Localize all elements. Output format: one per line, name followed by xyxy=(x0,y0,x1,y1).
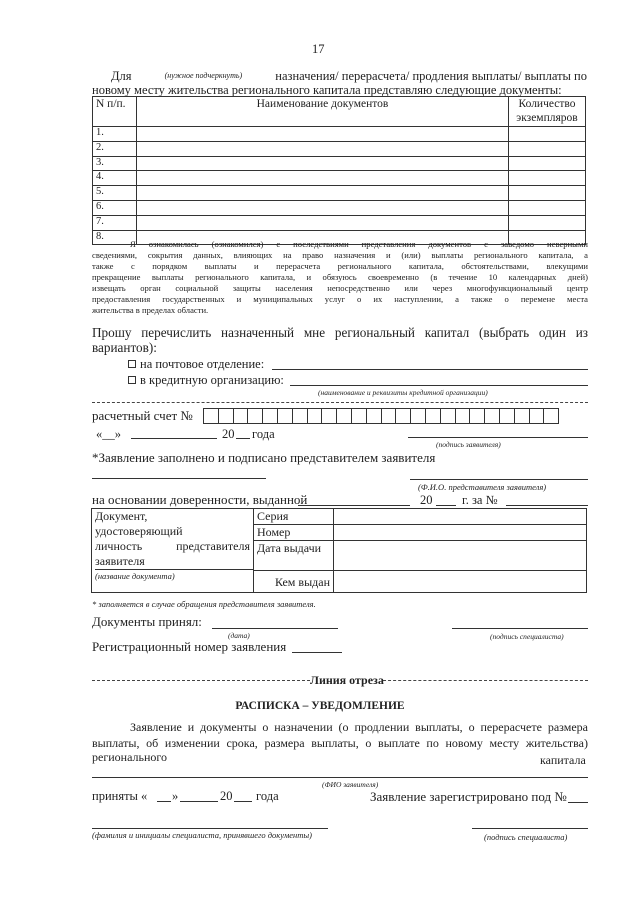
receipt-line-2: выплаты, об изменении срока, размера выплаты, о выплате по новому месту жительства) xyxy=(92,736,588,750)
intro-underline-note: (нужное подчеркнуть) xyxy=(164,71,243,80)
intro-line-1 xyxy=(111,69,587,83)
identity-document-cell xyxy=(92,509,254,593)
date-year: 20 xyxy=(222,427,235,441)
row-quantity-cell[interactable] xyxy=(509,186,586,201)
credit-org-field[interactable] xyxy=(290,385,588,386)
representative-fio-field[interactable] xyxy=(410,479,588,480)
receipt-year-field[interactable] xyxy=(234,801,252,802)
page-number: 17 xyxy=(312,42,325,56)
field-issued-by-value[interactable] xyxy=(334,571,587,593)
table-row xyxy=(93,200,586,215)
field-series-label: Серия xyxy=(254,509,334,525)
row-number: 4. xyxy=(93,171,137,186)
row-number: 2. xyxy=(93,141,137,156)
table-row xyxy=(93,171,586,186)
consent-paragraph xyxy=(92,239,588,316)
accepted-date-field[interactable] xyxy=(212,628,338,629)
row-number: 6. xyxy=(93,200,137,215)
table-row xyxy=(93,186,586,201)
date-month-field[interactable] xyxy=(131,438,217,439)
receipt-specialist-signature-caption: (подпись специалиста) xyxy=(484,832,568,842)
option-post-office[interactable] xyxy=(128,357,264,371)
credit-org-caption: (наименование и реквизиты кредитной организации) xyxy=(318,388,488,397)
field-series-value[interactable] xyxy=(334,509,587,525)
row-document-cell[interactable] xyxy=(137,200,509,215)
row-document-cell[interactable] xyxy=(137,141,509,156)
identity-label-line: Документ, xyxy=(95,509,148,523)
applicant-signature-field[interactable] xyxy=(408,437,588,438)
header-quantity: Количество экземпляров xyxy=(509,97,586,127)
date-year-field[interactable] xyxy=(236,438,250,439)
row-number: 8. xyxy=(93,230,137,245)
receipt-registered-number-field[interactable] xyxy=(568,802,588,803)
receipt-specialist-caption: (фамилия и инициалы специалиста, принявшего документы) xyxy=(92,830,312,840)
cut-line-right xyxy=(383,680,588,681)
field-number-label: Номер xyxy=(254,525,334,541)
intro-purposes: назначения/ перерасчета/ продления выплаты/ выплаты по xyxy=(275,69,587,83)
receipt-accepted-mid: » xyxy=(172,789,179,803)
post-office-checkbox[interactable] xyxy=(128,360,136,368)
field-number-value[interactable] xyxy=(334,525,587,541)
account-number-cells[interactable] xyxy=(203,408,558,424)
receipt-day-field[interactable] xyxy=(157,801,171,802)
application-date xyxy=(96,427,121,441)
row-document-cell[interactable] xyxy=(137,156,509,171)
identity-label-line: личность представителя xyxy=(95,539,250,553)
footnote: * заполняется в случае обращения представителя заявителя. xyxy=(92,599,316,609)
header-number: N п/п. xyxy=(93,97,137,127)
receipt-accepted-year: 20 xyxy=(220,789,233,803)
accepted-label: Документы принял: xyxy=(92,614,202,629)
date-year-suffix: года xyxy=(252,427,275,441)
row-quantity-cell[interactable] xyxy=(509,127,586,142)
account-label: расчетный счет № xyxy=(92,408,193,423)
field-issue-date-label: Дата выдачи xyxy=(254,541,334,571)
proxy-issuer-field[interactable] xyxy=(298,505,410,506)
receipt-accepted-prefix: приняты « xyxy=(92,789,148,803)
row-document-cell[interactable] xyxy=(137,215,509,230)
date-day: «__» xyxy=(96,427,121,441)
row-number: 7. xyxy=(93,215,137,230)
consent-line: предоставления государственных и муниципальных услуг о их наступлении, а также о перемене места xyxy=(92,294,588,304)
receipt-line-3-right: капитала xyxy=(540,753,586,767)
row-quantity-cell[interactable] xyxy=(509,171,586,186)
receipt-accepted-suffix: года xyxy=(256,789,279,803)
receipt-title: РАСПИСКА – УВЕДОМЛЕНИЕ xyxy=(235,700,405,712)
identity-document-table xyxy=(91,508,587,593)
consent-line: Я ознакомилась (ознакомился) с последствиями представления документов с заведомо неверными xyxy=(130,239,588,249)
table-row xyxy=(93,127,586,142)
proxy-number-field[interactable] xyxy=(506,505,588,506)
intro-line-2: новому месту жительства регионального капитала представляю следующие документы: xyxy=(92,83,562,97)
header-document-name: Наименование документов xyxy=(137,97,509,127)
transfer-request-line-2: вариантов): xyxy=(92,340,157,355)
option-post-office-label: на почтовое отделение: xyxy=(140,357,265,371)
receipt-specialist-signature-field[interactable] xyxy=(472,828,588,829)
receipt-month-field[interactable] xyxy=(180,801,218,802)
specialist-signature-field[interactable] xyxy=(452,628,588,629)
identity-label-line: заявителя xyxy=(95,554,253,570)
row-quantity-cell[interactable] xyxy=(509,215,586,230)
consent-line: жительства в пределах области. xyxy=(92,305,209,315)
row-document-cell[interactable] xyxy=(137,171,509,186)
proxy-year: 20 xyxy=(420,493,433,507)
field-issue-date-value[interactable] xyxy=(334,541,587,571)
representative-note: *Заявление заполнено и подписано представителем заявителя xyxy=(92,450,436,465)
intro-for: Для xyxy=(111,69,132,83)
option-credit-org[interactable] xyxy=(128,373,284,387)
receipt-line-3-left: регионального xyxy=(92,750,168,764)
row-quantity-cell[interactable] xyxy=(509,200,586,215)
row-number: 5. xyxy=(93,186,137,201)
receipt-fio-field[interactable] xyxy=(92,777,588,778)
transfer-request-line-1: Прошу перечислить назначенный мне региональный капитал (выбрать один из xyxy=(92,325,588,340)
credit-org-checkbox[interactable] xyxy=(128,376,136,384)
registration-number-label: Регистрационный номер заявления xyxy=(92,639,287,654)
accepted-date-caption: (дата) xyxy=(228,631,250,640)
row-number: 1. xyxy=(93,127,137,142)
row-quantity-cell[interactable] xyxy=(509,156,586,171)
specialist-signature-caption: (подпись специалиста) xyxy=(490,632,564,641)
row-document-cell[interactable] xyxy=(137,127,509,142)
receipt-registered-label: Заявление зарегистрировано под № xyxy=(370,789,567,804)
cut-line-label: Линия отреза xyxy=(310,673,384,687)
representative-fio-left-field[interactable] xyxy=(92,478,266,479)
registration-number-field[interactable] xyxy=(292,652,342,653)
row-document-cell[interactable] xyxy=(137,186,509,201)
post-office-field[interactable] xyxy=(272,369,588,370)
option-credit-org-label: в кредитную организацию: xyxy=(140,373,284,387)
identity-caption: (название документа) xyxy=(95,571,175,581)
receipt-specialist-name-field[interactable] xyxy=(92,828,328,829)
consent-line: также с порядком выплаты и перерасчета регионального капитала, обстоятельствами, влекущими xyxy=(92,261,588,271)
field-issued-by-label: Кем выдан xyxy=(254,571,334,593)
cut-line-left xyxy=(92,680,310,681)
consent-line: извещать орган социальной защиты населения непосредственно или через многофункциональный центр xyxy=(92,283,588,293)
proxy-number-label: г. за № xyxy=(462,493,498,507)
table-row xyxy=(93,156,586,171)
row-number: 3. xyxy=(93,156,137,171)
consent-line: прекращение выплаты регионального капитала, и обязуюсь своевременно (в течение 10 календарных дней) xyxy=(92,272,588,282)
identity-label-line: удостоверяющий xyxy=(95,524,183,538)
proxy-year-field[interactable] xyxy=(436,505,456,506)
credit-org-field-2[interactable] xyxy=(92,402,588,403)
receipt-fio-caption: (ФИО заявителя) xyxy=(322,780,379,789)
representative-fio-caption: (Ф.И.О. представителя заявителя) xyxy=(418,482,547,492)
consent-line: сведениями, сокрытия данных, влияющих на право назначения и (или) выплаты регионального капитала, а xyxy=(92,250,588,260)
row-quantity-cell[interactable] xyxy=(509,141,586,156)
documents-table-header xyxy=(93,97,586,127)
documents-table xyxy=(92,96,586,245)
applicant-signature-caption: (подпись заявителя) xyxy=(436,440,501,449)
receipt-line-1: Заявление и документы о назначении (о продлении выплаты, о перерасчете размера xyxy=(130,720,588,734)
table-row xyxy=(93,215,586,230)
proxy-label: на основании доверенности, выданной xyxy=(92,492,308,507)
table-row xyxy=(93,141,586,156)
